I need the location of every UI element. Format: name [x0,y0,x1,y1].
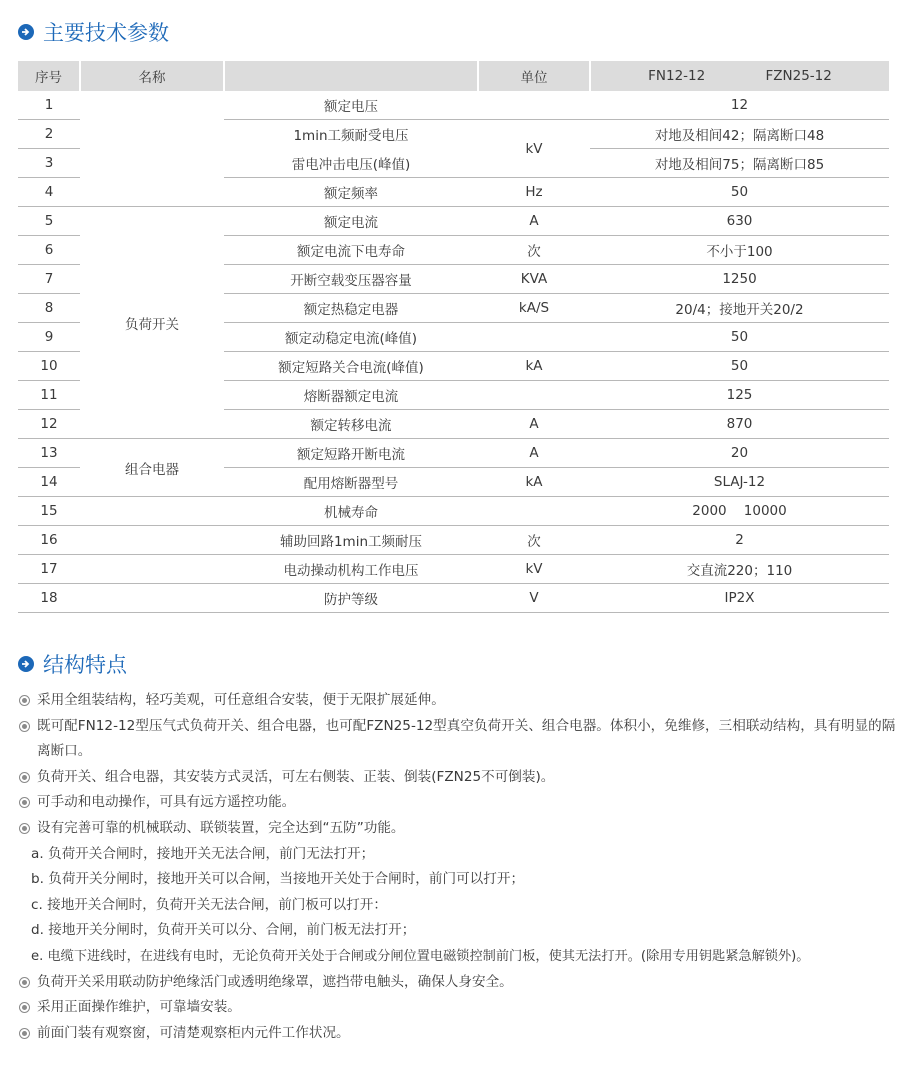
ring-dot-icon [19,823,30,834]
header-name: 名称 [80,61,224,91]
ring-dot-icon [19,1002,30,1013]
cell-no: 17 [18,555,80,584]
cell-item: 雷电冲击电压(峰值) [291,156,411,173]
cell-value: IP2X [590,584,889,613]
cell-value: 50 [590,352,889,381]
cell-no: 8 [18,294,80,323]
cell-unit: kV [478,555,590,584]
cell-unit: Hz [478,178,590,207]
table-row [18,149,889,178]
table-row [18,555,889,584]
cell-unit: kA/S [478,294,590,323]
cell-item: 额定动稳定电流(峰值) [224,323,478,352]
table-row [18,526,889,555]
cell-item: 1min工频耐受电压 [224,120,478,149]
list-item-text: 采用全组装结构，轻巧美观，可任意组合安装，便于无限扩展延伸。 [37,692,445,708]
cell-value: 20 [590,439,889,468]
header-index: 序号 [18,61,80,91]
cell-value: 870 [590,410,889,439]
cell-no: 5 [18,207,80,236]
cell-item: 额定电压 [324,99,378,115]
cell-unit: 次 [478,236,590,265]
list-item [19,970,899,996]
cell-group [80,149,224,178]
cell-unit: KVA [478,265,590,294]
ring-dot-icon [19,695,30,706]
table-row [18,120,889,149]
cell-value: 50 [590,323,889,352]
cell-item: 辅助回路1min工频耐压 [224,526,478,555]
cell-value: 对地及相间42；隔离断口48 [590,120,889,149]
cell-no: 6 [18,236,80,265]
list-item-text: 既可配FN12-12型压气式负荷开关、组合电器，也可配FZN25-12型真空负荷开关、组合电器。体积小，免维修，三相联动结构，具有明显的隔离断口。 [37,717,896,760]
sub-item: d. 接地开关分闸时，负荷开关可以分、合闸，前门板无法打开； [31,922,416,939]
table-row [18,91,889,120]
cell-unit [478,323,590,352]
cell-unit: A [478,439,590,468]
header-model-2: FZN25-12 [765,68,832,84]
cell-item: 配用熔断器型号 [224,468,478,497]
list-item [19,688,899,714]
cell-no: 12 [18,410,80,439]
cell-value: SLAJ-12 [590,468,889,497]
table-row [18,584,889,613]
cell-unit: V [478,584,590,613]
cell-value: 50 [590,178,889,207]
list-item [19,790,899,816]
section-title-params [18,17,169,47]
cell-item: 额定电流下电寿命 [224,236,478,265]
cell-no: 16 [18,526,80,555]
cell-value: 交直流220；110 [590,555,889,584]
list-item [19,714,899,765]
cell-unit [478,91,590,120]
cell-no: 13 [18,439,80,468]
ring-dot-icon [19,977,30,988]
ring-dot-icon [19,797,30,808]
params-table [18,61,889,613]
cell-item: 开断空载变压器容量 [224,265,478,294]
cell-group [80,497,224,526]
cell-unit [478,381,590,410]
list-item [19,995,899,1021]
cell-unit: kA [478,468,590,497]
arrow-circle-icon [18,24,34,40]
cell-item: 防护等级 [224,584,478,613]
cell-no: 3 [18,149,80,178]
group-combo: 组合电器 [80,439,224,497]
ring-dot-icon [19,1028,30,1039]
cell-group [80,178,224,207]
cell-group [80,584,224,613]
header-item [224,61,478,91]
header-unit: 单位 [478,61,590,91]
cell-item: 额定热稳定电器 [224,294,478,323]
cell-no: 11 [18,381,80,410]
cell-no: 10 [18,352,80,381]
cell-unit: kA [478,352,590,381]
sub-item: a. 负荷开关合闸时，接地开关无法合闸，前门无法打开； [31,845,375,862]
section-title-label: 结构特点 [43,653,127,677]
cell-value: 20/4；接地开关20/2 [590,294,889,323]
cell-no: 9 [18,323,80,352]
cell-no: 1 [44,97,54,113]
cell-value: 12 [730,97,749,113]
cell-unit: 次 [478,526,590,555]
cell-item: 额定电流 [224,207,478,236]
table-row [18,178,889,207]
section-title-features [18,649,127,679]
table-row [18,439,889,468]
cell-item: 额定频率 [224,178,478,207]
cell-value: 不小于100 [590,236,889,265]
cell-group [80,555,224,584]
cell-item: 熔断器额定电流 [224,381,478,410]
table-row [18,207,889,236]
cell-value: 125 [590,381,889,410]
cell-group [80,91,224,120]
cell-no: 18 [18,584,80,613]
ring-dot-icon [19,721,30,732]
list-item [19,765,899,791]
list-item-text: 设有完善可靠的机械联动、联锁装置，完全达到“五防”功能。 [37,819,405,836]
cell-item: 额定转移电流 [224,410,478,439]
features-list [19,688,899,1046]
ring-dot-icon [19,772,30,783]
cell-unit: kV [478,120,590,178]
table-row [18,497,889,526]
sub-item: b. 负荷开关分闸时，接地开关可以合闸，当接地开关处于合闸时，前门可以打开； [31,871,525,888]
header-models [590,61,889,91]
cell-group [80,120,224,149]
cell-no: 15 [18,497,80,526]
cell-group [80,526,224,555]
list-item-text: 可手动和电动操作，可具有远方遥控功能。 [37,794,296,811]
cell-value: 630 [590,207,889,236]
list-item-text: 前面门装有观察窗，可清楚观察柜内元件工作状况。 [37,1024,350,1041]
header-model-1: FN12-12 [648,68,706,84]
table-header-row [18,61,889,91]
cell-value: 1250 [590,265,889,294]
cell-no: 4 [18,178,80,207]
cell-unit: A [478,410,590,439]
cell-item: 机械寿命 [224,497,478,526]
cell-value: 2 [590,526,889,555]
list-item [19,816,899,842]
arrow-circle-icon [18,656,34,672]
cell-item: 额定短路开断电流 [224,439,478,468]
list-item-text: 负荷开关采用联动防护绝缘活门或透明绝缘罩，遮挡带电触头，确保人身安全。 [37,973,513,990]
cell-value: 2000 10000 [590,497,889,526]
cell-item: 额定短路关合电流(峰值) [224,352,478,381]
cell-no: 7 [18,265,80,294]
list-item [19,1021,899,1047]
cell-value: 对地及相间75；隔离断口85 [590,149,889,178]
group-load-switch: 负荷开关 [80,207,224,439]
section-title-label: 主要技术参数 [43,21,169,45]
cell-unit: A [478,207,590,236]
cell-no: 14 [18,468,80,497]
cell-no: 2 [18,120,80,149]
list-item-text: 采用正面操作维护，可靠墙安装。 [37,999,241,1016]
sub-item: c. 接地开关合闸时，负荷开关无法合闸，前门板可以打开： [31,896,387,913]
cell-unit [478,497,590,526]
list-item-text: 负荷开关、组合电器，其安装方式灵活，可左右侧装、正装、倒装(FZN25不可倒装)。 [37,768,555,785]
sub-item: e. 电缆下进线时，在进线有电时，无论负荷开关处于合闸或分闸位置电磁锁控制前门板，使其无法打开。(除用专用钥匙紧急解锁外)。 [31,948,810,964]
cell-item: 电动操动机构工作电压 [224,555,478,584]
